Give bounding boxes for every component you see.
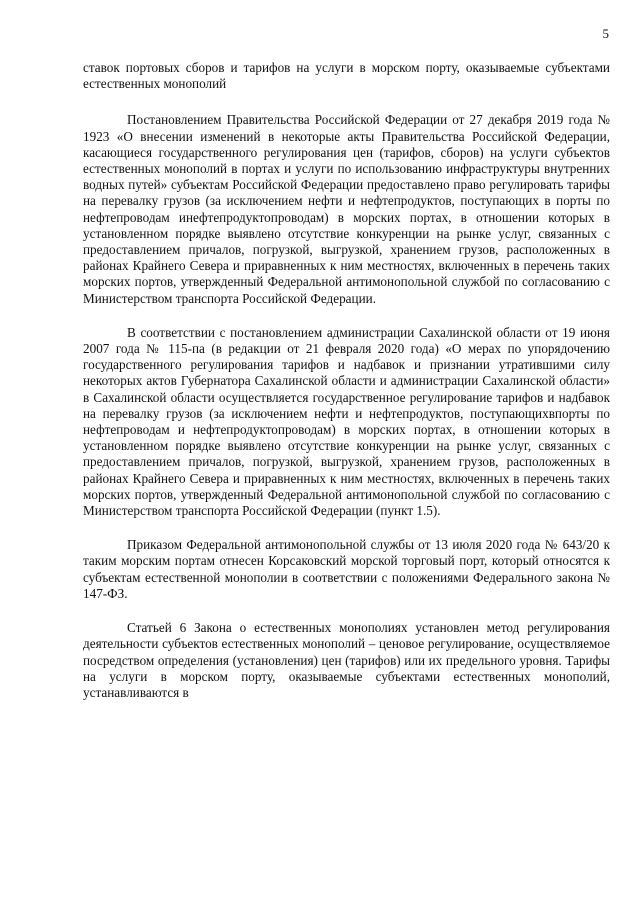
paragraph-sakhalin-resolution: В соответствии с постановлением администрации Сахалинской области от 19 июня 2007 года № 115-па (в редакции от 21 февраля 2020 года) «О мерах по упорядочению государственного регулирования тарифов и надбавок и признании утратившими силу некоторых актов Губернатора Сахалинской области и администрации Сахалинской области» в Сахалинской области осуществляется государственное регулирование тарифов и надбавок на перевалку грузов (за исключением нефти и нефтепродуктов, поступающихвпорты по нефтепроводам и нефтепродуктопроводам) в морских портах, в отношении которых в установленном порядке выявлено отсутствие конкуренции на рынке услуг, связанных с предоставлением причалов, погрузкой, выгрузкой, хранением грузов, расположенных в районах Крайнего Севера и приравненных к ним местностях, включенных в перечень таких морских портов, утвержденный Федеральной антимонопольной службой по согласованию с Министерством транспорта Российской Федерации (пункт 1.5).	[83, 324, 610, 519]
paragraph-fas-order: Приказом Федеральной антимонопольной службы от 13 июля 2020 года № 643/20 к таким морским портам отнесен Корсаковский морской торговый порт, который относятся к субъектам естественной монополии в соответствии с положениями Федерального закона № 147-ФЗ.	[83, 537, 610, 601]
paragraph-article-6: Статьей 6 Закона о естественных монополиях установлен метод регулирования деятельности субъектов естественных монополий – ценовое регулирование, осуществляемое посредством определения (установления) цен (тарифов) или их предельного уровня. Тарифы на услуги в морском порту, оказываемые субъектами естественных монополий, устанавливаются в	[83, 620, 610, 700]
paragraph-government-decree: Постановлением Правительства Российской Федерации от 27 декабря 2019 года № 1923 «О внесении изменений в некоторые акты Правительства Российской Федерации, касающиеся государственного регулирования цен (тарифов, сборов) на услуги субъектов естественных монополий в портах и услуги по использованию инфраструктуры внутренних водных путей» субъектам Российской Федерации предоставлено право регулировать тарифы на перевалку грузов (за исключением нефти и нефтепродуктов, поступающих в порты по нефтепроводам инефтепродуктопроводам) в морских портах, в отношении которых в установленном порядке выявлено отсутствие конкуренции на рынке услуг, связанных с предоставлением причалов, погрузкой, выгрузкой, хранением грузов, расположенных в районах Крайнего Севера и приравненных к ним местностях, включенных в перечень таких морских портов, утвержденный Федеральной антимонопольной службой по согласованию с Министерством транспорта Российской Федерации.	[83, 112, 610, 306]
page-number: 5	[602, 26, 609, 41]
document-body	[83, 60, 610, 701]
paragraph-continuation: ставок портовых сборов и тарифов на услуги в морском порту, оказываемые субъектами естественных монополий	[83, 60, 610, 92]
